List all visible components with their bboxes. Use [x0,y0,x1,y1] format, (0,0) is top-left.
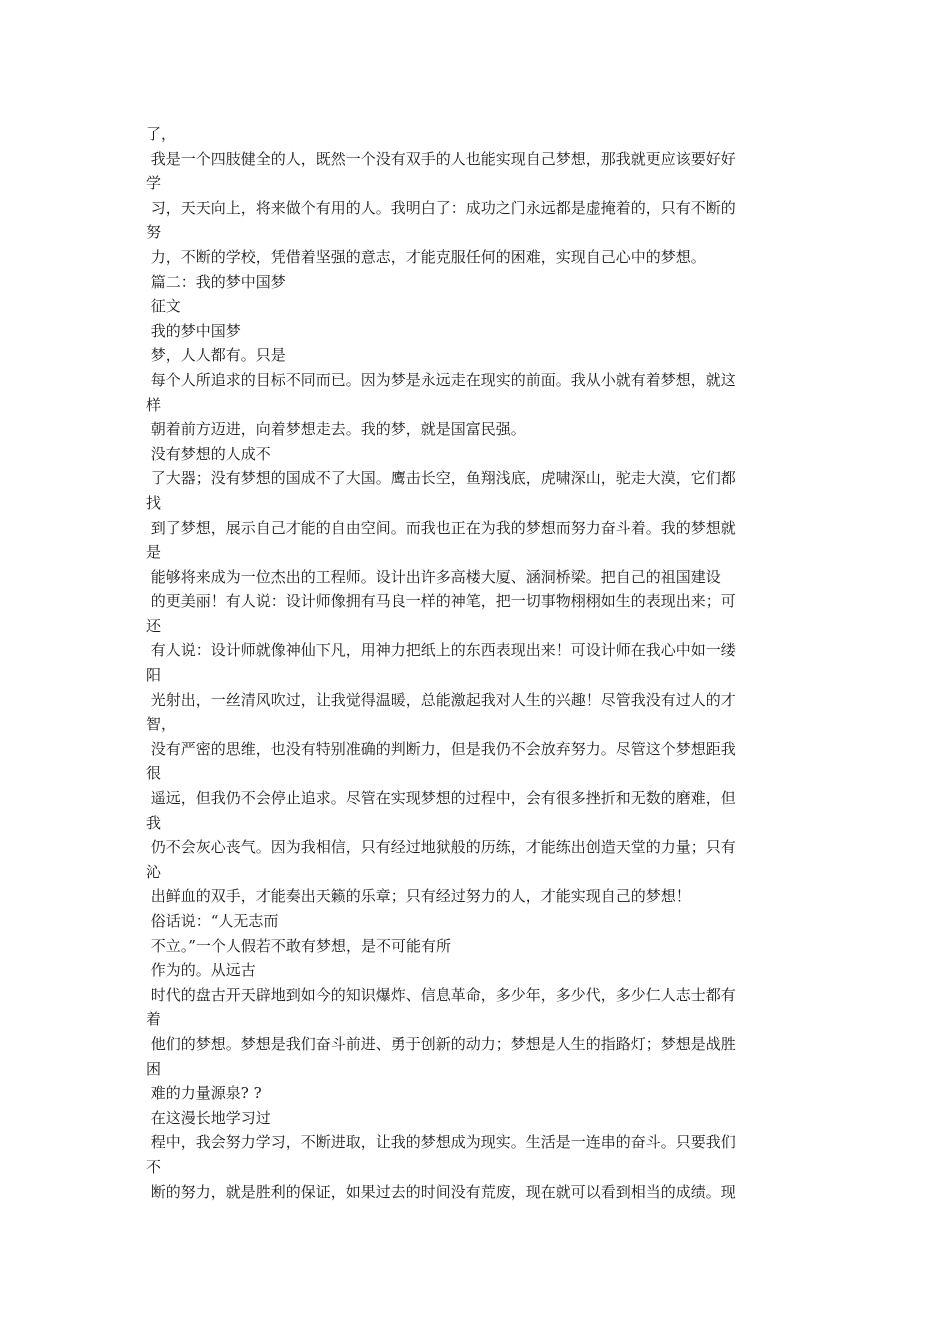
text-line: 是 [146,543,162,562]
text-line: 程中，我会努力学习，不断进取，让我的梦想成为现实。生活是一连串的奋斗。只要我们 [146,1133,736,1152]
text-line: 智， [146,715,177,734]
document-body [146,122,816,1204]
text-line: 出鲜血的双手，才能奏出天籁的乐章；只有经过努力的人，才能实现自己的梦想！ [146,887,691,906]
text-line: 阳 [146,666,162,685]
text-line: 找 [146,493,162,512]
text-line: 朝着前方迈进，向着梦想走去。我的梦，就是国富民强。 [146,420,526,439]
text-line: 不立。”一个人假若不敢有梦想，是不可能有所 [146,936,451,955]
text-line: 时代的盘古开天辟地到如今的知识爆炸、信息革命，多少年，多少代，多少仁人志士都有 [146,985,736,1004]
text-line: 仍不会灰心丧气。因为我相信，只有经过地狱般的历练，才能练出创造天堂的力量；只有 [146,838,736,857]
text-line: 到了梦想，展示自己才能的自由空间。而我也正在为我的梦想而努力奋斗着。我的梦想就 [146,518,736,537]
text-line: 我 [146,813,162,832]
text-line: 每个人所追求的目标不同而已。因为梦是永远走在现实的前面。我从小就有着梦想，就这 [146,370,736,389]
text-line: 俗话说：“人无志而 [146,912,279,930]
text-line: 沁 [146,862,162,881]
text-line: 不 [146,1157,162,1176]
text-line: 了大器；没有梦想的国成不了大国。鹰击长空，鱼翔浅底，虎啸深山，驼走大漠，它们都 [146,469,736,488]
text-line: 有人说：设计师就像神仙下凡，用神力把纸上的东西表现出来！可设计师在我心中如一缕 [146,641,736,660]
text-line: 没有梦想的人成不 [146,444,271,463]
text-line: 我是一个四肢健全的人，既然一个没有双手的人也能实现自己梦想，那我就更应该要好好 [146,149,736,168]
text-line: 很 [146,764,162,783]
text-line: 困 [146,1059,162,1078]
text-line: 梦，人人都有。只是 [146,346,286,365]
text-line: 篇二：我的梦中国梦 [146,272,286,291]
text-line: 着 [146,1010,162,1029]
text-line: 习，天天向上，将来做个有用的人。我明白了：成功之门永远都是虚掩着的，只有不断的 [146,198,736,217]
text-line: 他们的梦想。梦想是我们奋斗前进、勇于创新的动力；梦想是人生的指路灯；梦想是战胜 [146,1034,736,1053]
text-line: 的更美丽！有人说：设计师像拥有马良一样的神笔，把一切事物栩栩如生的表现出来；可 [146,592,736,611]
text-line: 样 [146,395,162,414]
text-line: 在这漫长地学习过 [146,1108,271,1127]
text-line: 了， [146,125,177,143]
text-line: 没有严密的思维，也没有特别准确的判断力，但是我仍不会放弃努力。尽管这个梦想距我 [146,739,736,758]
text-line: 我的梦中国梦 [146,321,241,340]
text-line: 还 [146,616,162,635]
text-line: 力，不断的学校，凭借着坚强的意志，才能克服任何的困难，实现自己心中的梦想。 [146,247,706,266]
text-line: 光射出，一丝清风吹过，让我觉得温暖，总能激起我对人生的兴趣！尽管我没有过人的才 [146,690,736,709]
text-line: 遥远，但我仍不会停止追求。尽管在实现梦想的过程中，会有很多挫折和无数的磨难，但 [146,789,736,808]
text-line: 作为的。从远古 [146,961,256,980]
text-line: 能够将来成为一位杰出的工程师。设计出许多高楼大厦、涵洞桥梁。把自己的祖国建设 [146,567,721,586]
text-line: 努 [146,223,162,242]
text-line: 断的努力，就是胜利的保证，如果过去的时间没有荒废，现在就可以看到相当的成绩。现 [146,1182,736,1201]
text-line: 学 [146,174,162,193]
text-line: 难的力量源泉? ? [146,1084,262,1103]
text-line: 征文 [146,297,181,316]
